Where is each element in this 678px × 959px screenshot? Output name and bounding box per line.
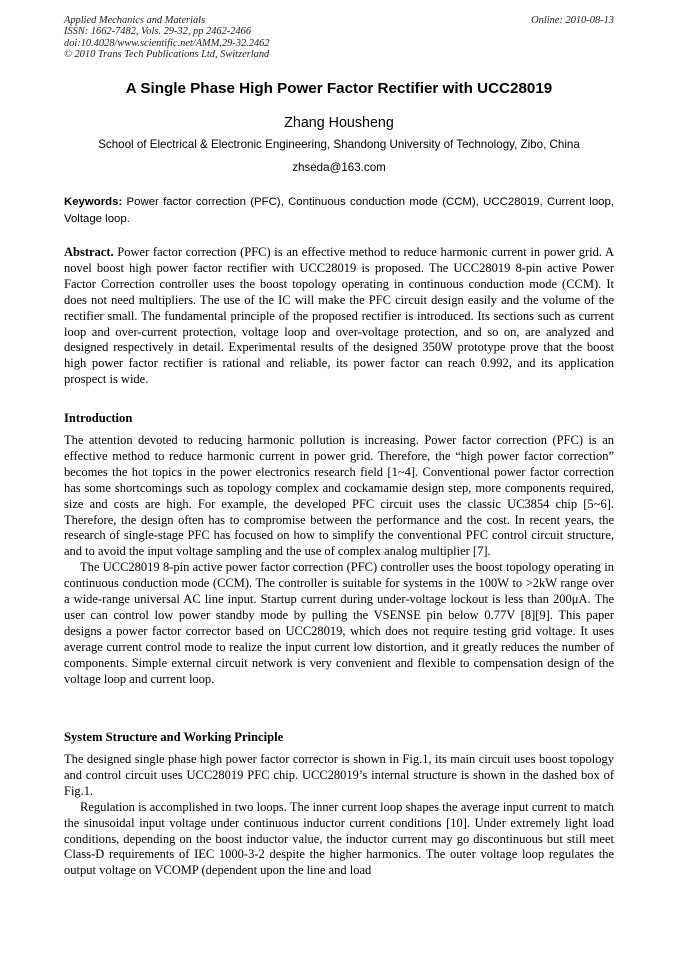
author-name: Zhang Housheng [284, 115, 394, 131]
introduction-body [64, 433, 614, 688]
copyright-line: © 2010 Trans Tech Publications Ltd, Switzerland [64, 49, 270, 61]
introduction-heading: Introduction [64, 411, 133, 425]
paper-title: A Single Phase High Power Factor Rectifier with UCC28019 [125, 80, 553, 97]
author-email-text: zhseda@163.com [292, 161, 386, 174]
keywords-text: Power factor correction (PFC), Continuous conduction mode (CCM), UCC28019, Current loop, Voltage loop. [64, 196, 614, 225]
abstract-paragraph [64, 245, 614, 388]
journal-name: Applied Mechanics and Materials [64, 15, 206, 26]
keywords-block [64, 194, 614, 227]
abstract-text: Power factor correction (PFC) is an effective method to reduce harmonic current in power grid. A novel boost high power factor rectifier with UCC28019 is proposed. The UCC28019 8-pin active Power Factor Correction controller uses the boost topology operating in continuous conduction mode (CCM). It does not need multipliers. The use of the IC will make the PFC circuit design easily and the volume of the rectifier small. The fundamental principle of the proposed rectifier is introduced. Its sections such as current loop and over-current protection, voltage loop and over-voltage protection, and so on, are analyzed and designed respectively in detail. Experimental results of the designed 350W prototype prove that the boost high power factor rectifier is rational and reliable, its power factor can reach 0.992, and its application prospect is wide. [64, 245, 614, 387]
keywords-label: Keywords: [64, 196, 123, 208]
issn-line: ISSN: 1662-7482, Vols. 29-32, pp 2462-2466 [64, 26, 252, 38]
author-affiliation: School of Electrical & Electronic Engineering, Shandong University of Technology, Zibo, China [98, 138, 580, 151]
system-structure-body [64, 752, 614, 879]
introduction-paragraph-2: The UCC28019 8-pin active power factor correction (PFC) controller uses the boost topology operating in continuous conduction mode (CCM). The controller is suitable for systems in the 100W to >2kW range over a wide-range universal AC line input. Startup current during under-voltage lockout is less than 200μA. The user can control low power standby mode by pulling the VSENSE pin below 0.77V [8][9]. This paper designs a power factor corrector based on UCC28019, which does not require testing grid voltage. It uses average current control mode to realize the input current low distortion, and it greatly reduces the number of components. Simple external circuit network is very convenient and flexible to compensation design of the voltage loop and current loop. [64, 560, 614, 686]
introduction-paragraph-1: The attention devoted to reducing harmonic pollution is increasing. Power factor correction (PFC) is an effective method to reduce harmonic current in power grid. Therefore, the “high power factor correction” becomes the hot topics in the power electronics research field [1~4]. Conventional power factor correction has some shortcomings such as topology complex and cockamamie design step, more components required, size and costs are high. For example, the developed PFC circuit uses the classic UC3854 chip [5~6]. Therefore, the design often has to compromise between the performance and the cost. In recent years, the research of single-stage PFC has focused on how to simplify the conventional PFC control circuit structure, and to avoid the input voltage sampling and the use of complex analog multiplier [7]. [64, 433, 614, 559]
online-date: Online: 2010-08-13 [531, 15, 614, 26]
author-email [0, 160, 678, 176]
abstract-block [64, 245, 614, 388]
system-paragraph-2: Regulation is accomplished in two loops. The inner current loop shapes the average input current to match the sinusoidal input voltage under continuous inductor current conditions [10]. Under extremely light load conditions, depending on the boost inductor value, the inductor current may go discontinuous but still meet Class-D requirements of IEC 1000-3-2 despite the higher harmonics. The outer voltage loop regulates the output voltage on VCOMP (dependent upon the line and load [64, 799, 614, 878]
journal-metadata [64, 15, 270, 61]
system-paragraph-1: The designed single phase high power factor corrector is shown in Fig.1, its main circuit uses boost topology and control circuit uses UCC28019 PFC chip. UCC28019’s internal structure is shown in the dashed box of Fig.1. [64, 752, 614, 798]
doi-line: doi:10.4028/www.scientific.net/AMM.29-32.2462 [64, 37, 270, 49]
abstract-label: Abstract. [64, 245, 114, 259]
system-structure-heading: System Structure and Working Principle [64, 730, 284, 744]
